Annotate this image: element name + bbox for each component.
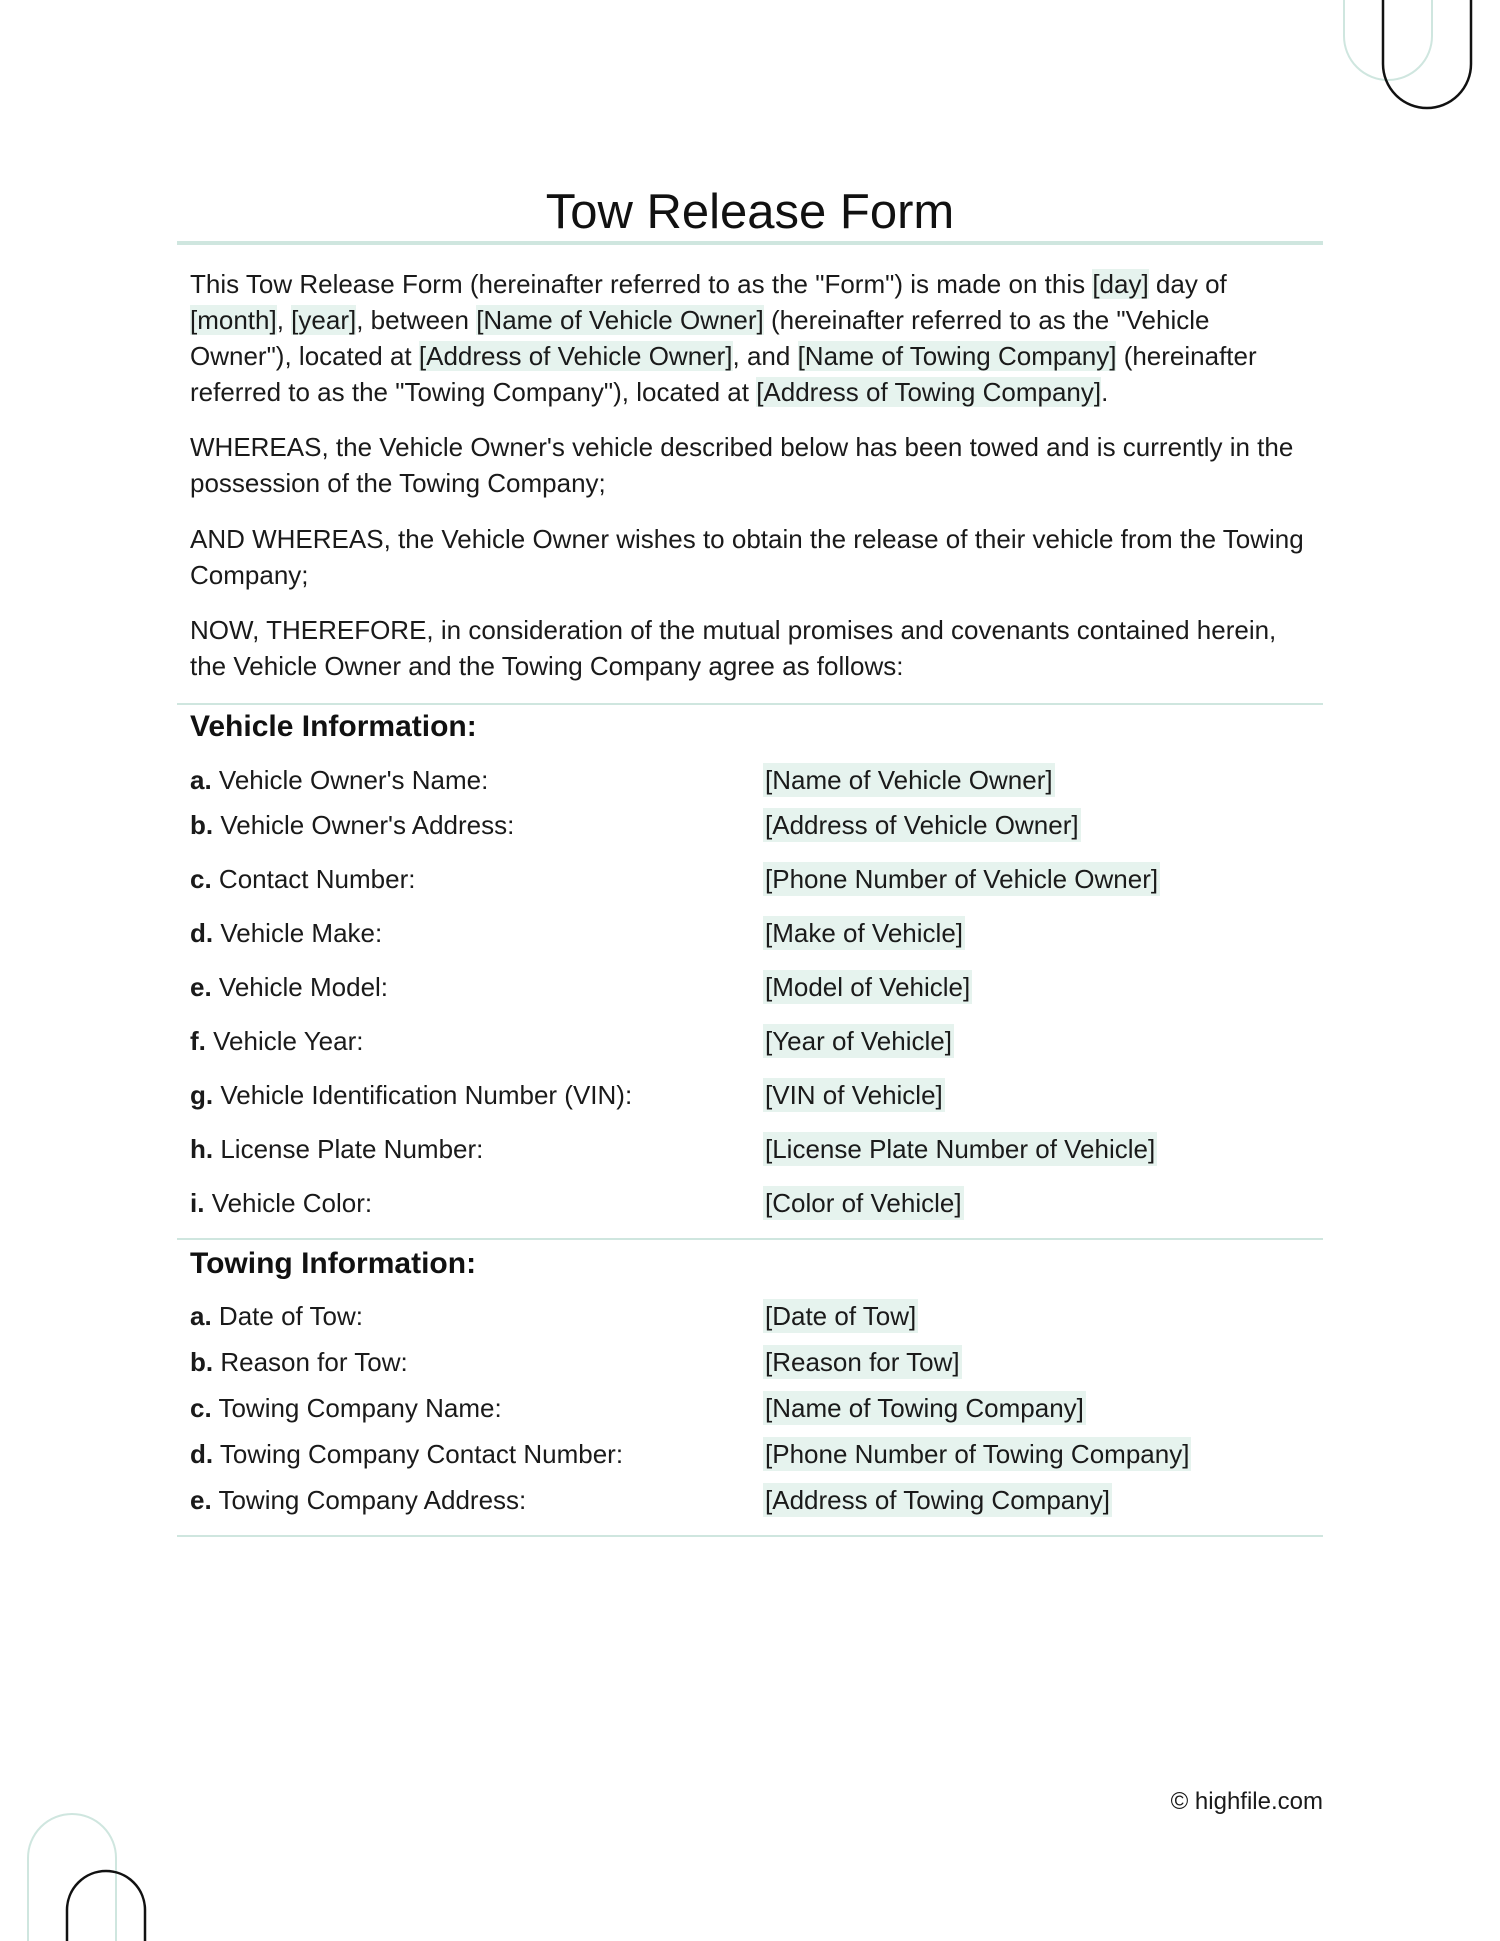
whereas-paragraph-2 [190,521,1310,593]
intro-text: day of [1148,269,1227,299]
intro-text: , between [356,305,477,335]
footer-copyright: © highfile.com [1170,1788,1323,1815]
top-right-decoration [1330,0,1500,120]
therefore-text: NOW, THEREFORE, in consideration of the mutual promises and covenants contained herein, the Vehicle Owner and the Towing Company agree as follows: [190,615,1277,681]
page-title: Tow Release Form [545,185,955,239]
vehicle-row [190,1078,1310,1112]
row-letter: b. [190,1347,214,1377]
company-name-placeholder: [Name of Towing Company] [797,341,1117,371]
row-value: [Phone Number of Vehicle Owner] [765,864,1159,894]
row-value: [Reason for Tow] [765,1347,960,1377]
row-letter: a. [190,765,212,795]
row-value: [Date of Tow] [765,1301,917,1331]
vehicle-row [190,1132,1310,1166]
vehicle-row [190,862,1310,896]
row-value: [Address of Towing Company] [765,1485,1110,1515]
vehicle-section-title: Vehicle Information: [190,710,477,743]
towing-row [190,1391,1310,1425]
intro-text: (hereinafter referred to as the "Vehicle Owner"), located at [190,305,1210,371]
intro-text: , [276,305,292,335]
row-label: Vehicle Model: [218,972,389,1002]
month-placeholder: [month] [190,305,277,335]
vehicle-row [190,1024,1310,1058]
title-divider [177,241,1323,245]
towing-row [190,1299,1310,1333]
row-label: Towing Company Contact Number: [219,1439,624,1469]
row-value: [Name of Towing Company] [765,1393,1084,1423]
vehicle-row [190,916,1310,950]
section-divider [177,1238,1323,1240]
row-label: Vehicle Year: [213,1026,364,1056]
row-value: [Color of Vehicle] [765,1188,962,1218]
bottom-left-decoration [0,1800,170,1941]
row-label: Towing Company Address: [218,1485,527,1515]
row-letter: b. [190,810,214,840]
vehicle-row [190,1186,1310,1220]
row-letter: d. [190,1439,214,1469]
section-divider [177,703,1323,705]
row-label: Reason for Tow: [220,1347,408,1377]
row-value: [Model of Vehicle] [765,972,971,1002]
towing-row [190,1345,1310,1379]
towing-section-title: Towing Information: [190,1247,477,1280]
row-label: Vehicle Owner's Name: [218,765,489,795]
day-placeholder: [day] [1092,269,1149,299]
whereas-text-2: AND WHEREAS, the Vehicle Owner wishes to obtain the release of their vehicle from the Towing Company; [190,524,1304,590]
intro-text: (hereinafter referred to as the "Towing Company"), located at [190,341,1257,407]
row-value: [License Plate Number of Vehicle] [765,1134,1156,1164]
row-letter: h. [190,1134,214,1164]
whereas-text-1: WHEREAS, the Vehicle Owner's vehicle described below has been towed and is currently in the possession of the Towing Company; [190,432,1294,498]
row-letter: e. [190,1485,212,1515]
row-letter: c. [190,1393,212,1423]
intro-text: . [1101,377,1109,407]
row-label: Vehicle Identification Number (VIN): [220,1080,633,1110]
intro-text: , and [732,341,798,371]
row-value: [Name of Vehicle Owner] [765,765,1053,795]
row-value: [Make of Vehicle] [765,918,963,948]
row-label: Vehicle Make: [220,918,383,948]
row-label: Vehicle Color: [211,1188,373,1218]
owner-name-placeholder: [Name of Vehicle Owner] [476,305,764,335]
whereas-paragraph-1 [190,429,1310,501]
row-label: Date of Tow: [218,1301,363,1331]
row-label: Towing Company Name: [218,1393,502,1423]
owner-address-placeholder: [Address of Vehicle Owner] [418,341,733,371]
company-address-placeholder: [Address of Towing Company] [756,377,1102,407]
row-letter: f. [190,1026,206,1056]
vehicle-row [190,808,1310,842]
row-label: Contact Number: [218,864,416,894]
row-value: [VIN of Vehicle] [765,1080,943,1110]
intro-paragraph [190,266,1310,410]
intro-text: This Tow Release Form (hereinafter referred to as the "Form") is made on this [190,269,1093,299]
row-label: Vehicle Owner's Address: [220,810,515,840]
row-label: License Plate Number: [220,1134,484,1164]
row-value: [Address of Vehicle Owner] [765,810,1079,840]
row-letter: c. [190,864,212,894]
towing-row [190,1437,1310,1471]
row-value: [Phone Number of Towing Company] [765,1439,1190,1469]
row-letter: e. [190,972,212,1002]
vehicle-row [190,763,1310,797]
therefore-paragraph [190,612,1310,684]
towing-row [190,1483,1310,1517]
row-letter: a. [190,1301,212,1331]
vehicle-row [190,970,1310,1004]
row-letter: d. [190,918,214,948]
row-value: [Year of Vehicle] [765,1026,952,1056]
row-letter: i. [190,1188,205,1218]
section-divider [177,1535,1323,1537]
row-letter: g. [190,1080,214,1110]
year-placeholder: [year] [291,305,357,335]
